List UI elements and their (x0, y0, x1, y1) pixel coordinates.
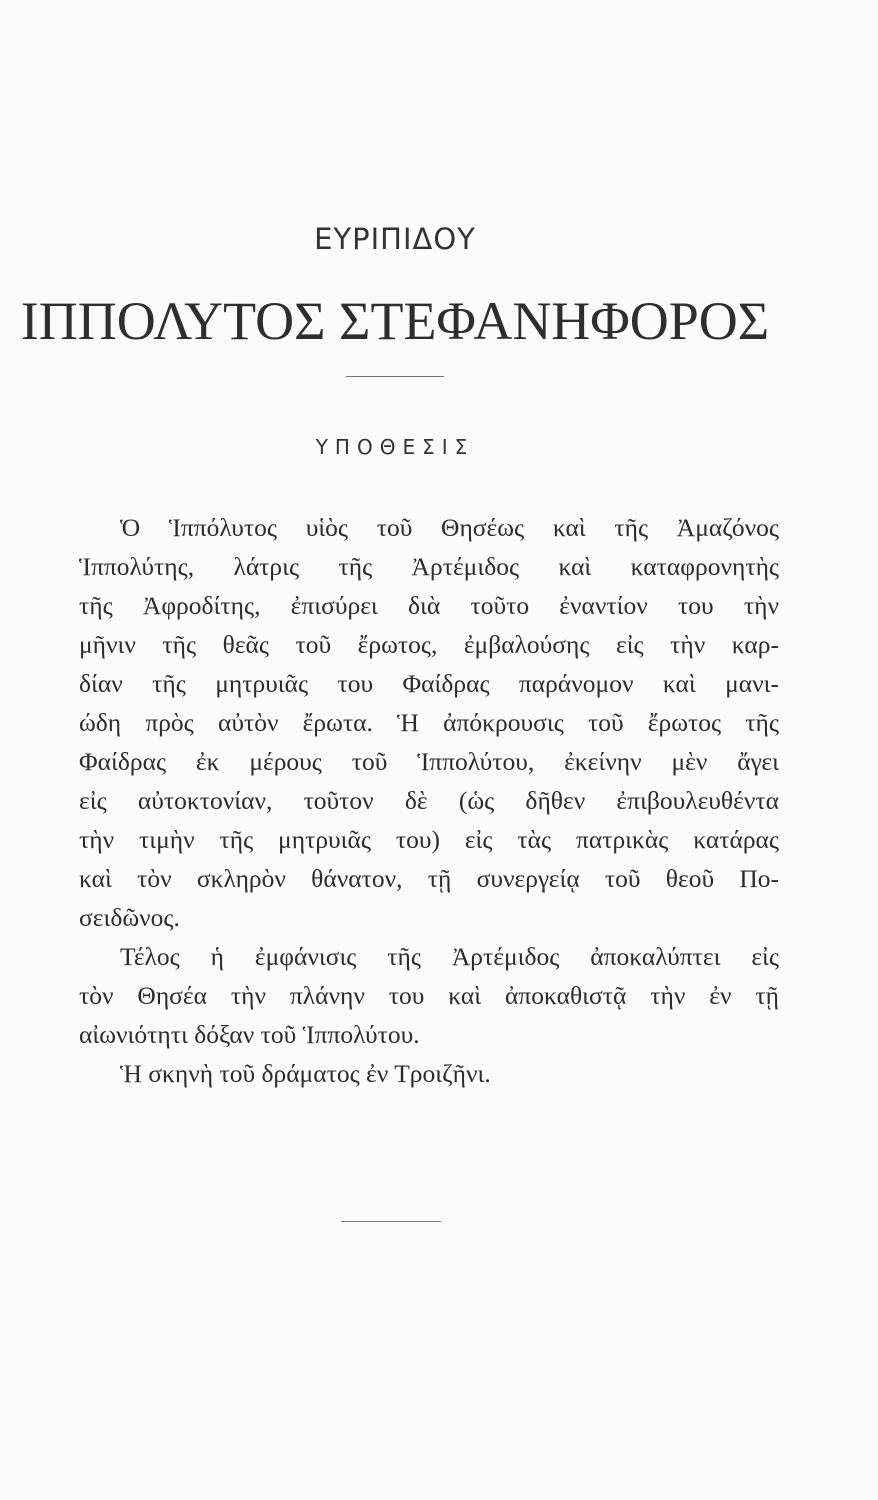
text-line: Φαίδρας ἐκ μέρους τοῦ Ἱππολύτου, ἐκείνην μὲν ἄγει (79, 747, 779, 776)
closing-divider (341, 1221, 441, 1222)
text-line: δίαν τῆς μητρυιᾶς του Φαίδρας παράνομον καὶ μανι- (79, 669, 779, 698)
text-line: Ἡ σκηνὴ τοῦ δράματος ἐν Τροιζῆνι. (120, 1059, 491, 1088)
text-line: τὸν Θησέα τὴν πλάνην του καὶ ἀποκαθιστᾷ τὴν ἐν τῇ (79, 981, 779, 1010)
text-line: σειδῶνος. (79, 903, 180, 932)
paragraph-3 (79, 1054, 779, 1093)
text-line: τῆς Ἀφροδίτης, ἐπισύρει διὰ τοῦτο ἐναντίον του τὴν (79, 591, 779, 620)
text-line: καὶ τὸν σκληρὸν θάνατον, τῇ συνεργείᾳ τοῦ θεοῦ Πο- (79, 864, 779, 893)
paragraph-1 (79, 508, 779, 937)
text-line: ώδη πρὸς αὐτὸν ἔρωτα. Ἡ ἀπόκρουσις τοῦ ἔρωτος τῆς (79, 708, 779, 737)
section-heading: ΥΠΟΘΕΣΙΣ (315, 435, 475, 459)
text-line: Ὁ Ἱππόλυτος υἱὸς τοῦ Θησέως καὶ τῆς Ἀμαζόνος (120, 513, 779, 542)
text-line: εἰς αὐτοκτονίαν, τοῦτον δὲ (ὡς δῆθεν ἐπιβουλευθέντα (79, 786, 779, 815)
text-line: αἰωνιότητι δόξαν τοῦ Ἱππολύτου. (79, 1020, 420, 1049)
author-heading: ΕΥΡΙΠΙΔΟΥ (314, 222, 476, 256)
paragraph-2 (79, 937, 779, 1054)
play-title: ΙΠΠΟΛΥΤΟΣ ΣΤΕΦΑΝΗΦΟΡΟΣ (20, 291, 770, 351)
text-line: Τέλος ἡ ἐμφάνισις τῆς Ἀρτέμιδος ἀποκαλύπτει εἰς (120, 942, 779, 971)
text-line: Ἱππολύτης, λάτρις τῆς Ἀρτέμιδος καὶ καταφρονητὴς (79, 552, 779, 581)
title-divider (346, 376, 444, 377)
argument-text (79, 508, 779, 1093)
text-line: τὴν τιμὴν τῆς μητρυιᾶς του) εἰς τὰς πατρικὰς κατάρας (79, 825, 779, 854)
text-line: μῆνιν τῆς θεᾶς τοῦ ἔρωτος, ἐμβαλούσης εἰς τὴν καρ- (79, 630, 779, 659)
